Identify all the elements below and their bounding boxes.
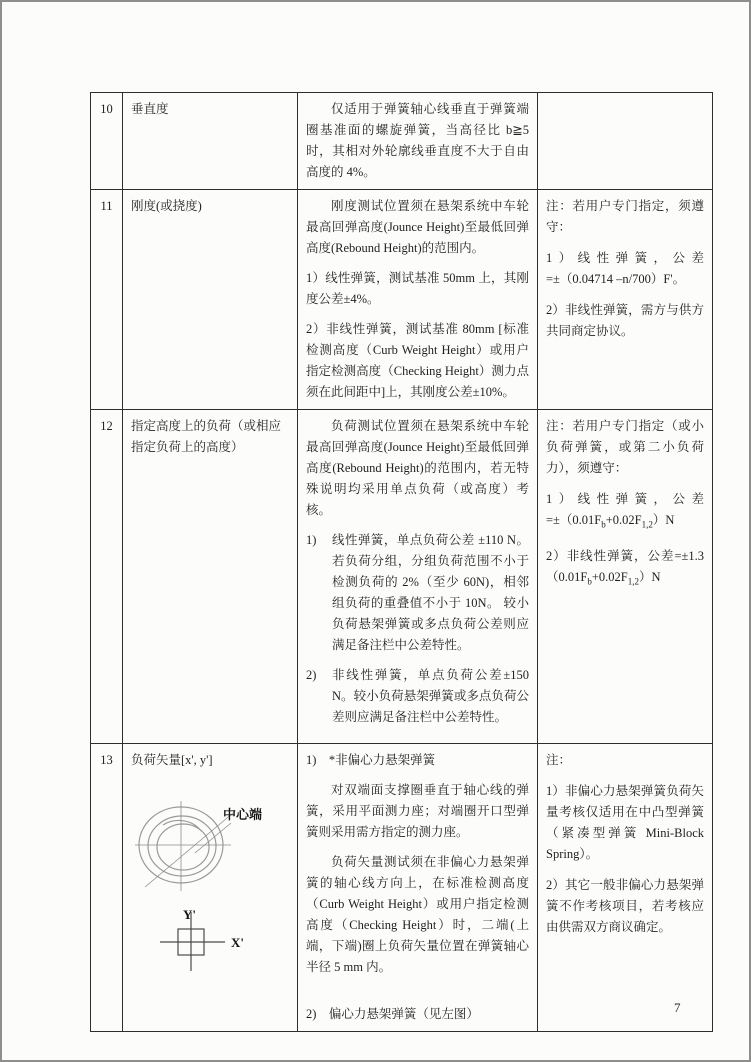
table-row-12 xyxy=(91,410,713,744)
note-paragraph: 注：若用户专门指定（或小负荷弹簧，或第二小负荷力），须遵守： xyxy=(546,419,704,475)
content-paragraph: 2) 偏心力悬架弹簧（见左图） xyxy=(306,1007,479,1021)
content-paragraph: 刚度测试位置须在悬架系统中车轮最高回弹高度(Jounce Height)至最低回弹高度(Rebound Height)的范围内。 xyxy=(306,199,529,255)
center-end-label: 中心端 xyxy=(223,807,263,822)
note-paragraph: 1）非偏心力悬架弹簧负荷矢量考核仅适用在中凸型弹簧（紧凑型弹簧 Mini-Block Spring）。 xyxy=(546,784,704,861)
content-paragraph: 仅适用于弹簧轴心线垂直于弹簧端圈基准面的螺旋弹簧，当高径比 b≧5 时，其相对外轮廓线垂直度不大于自由高度的 4%。 xyxy=(306,102,529,179)
content-cell xyxy=(298,93,538,190)
note-paragraph: 1）线性弹簧，公差$=\pm(0.01F_b+0.02F_{1,2})N$ xyxy=(546,492,704,530)
note-paragraph: 注： xyxy=(546,753,572,767)
list-number: 1) xyxy=(306,533,317,547)
note-cell xyxy=(538,744,713,1032)
list-text: 非线性弹簧，单点负荷公差±150 N。较小负荷悬架弹簧或多点负荷公差则应满足备注栏中公差特性。 xyxy=(332,668,529,724)
note-cell xyxy=(538,410,713,744)
list-text: 线性弹簧，单点负荷公差 ±110 N。若负荷分组，分组负荷范围不小于检测负荷的 2%（至少 60N)，相邻组负荷的重叠值不小于 10N。 较小负荷悬架弹簧或多点负荷公差则应满足备注栏中公差特性。 xyxy=(332,533,529,652)
item-name-cell xyxy=(123,410,298,744)
list-number: 2) xyxy=(306,668,317,682)
spring-top-view-diagram xyxy=(133,797,295,979)
note-cell xyxy=(538,190,713,410)
note-paragraph: 1）线性弹簧，公差=±（0.04714 –n/700）F'。 xyxy=(546,251,704,286)
content-paragraph: 2）非线性弹簧，测试基准 80mm [标准检测高度（Curb Weight Height）或用户指定检测高度（Checking Height）测力点须在此间距中]上，其刚度公差±10%。 xyxy=(306,322,529,399)
content-list-item xyxy=(306,665,529,728)
content-cell xyxy=(298,190,538,410)
note-paragraph: 注：若用户专门指定，须遵守： xyxy=(546,199,704,234)
item-name-cell xyxy=(123,93,298,190)
content-paragraph: 对双端面支撑圈垂直于轴心线的弹簧，采用平面测力座；对端圈开口型弹簧则采用需方指定的测力座。 xyxy=(306,783,529,839)
content-paragraph: 1）线性弹簧，测试基准 50mm 上，其刚度公差±4%。 xyxy=(306,271,529,306)
note-cell xyxy=(538,93,713,190)
spec-table xyxy=(90,92,713,1032)
row-number: 11 xyxy=(91,190,123,410)
row-number: 10 xyxy=(91,93,123,190)
note-paragraph: 2）其它一般非偏心力悬架弹簧不作考核项目，若考核应由供需双方商议确定。 xyxy=(546,878,704,934)
content-cell xyxy=(298,744,538,1032)
item-name: 垂直度 xyxy=(131,102,169,116)
table-row-10 xyxy=(91,93,713,190)
content-paragraph: 1) *非偏心力悬架弹簧 xyxy=(306,753,436,767)
table-row-11 xyxy=(91,190,713,410)
note-paragraph: 2）非线性弹簧，需方与供方共同商定协议。 xyxy=(546,303,704,338)
item-name-cell xyxy=(123,744,298,1032)
x-axis-label: X' xyxy=(231,935,244,950)
content-cell xyxy=(298,410,538,744)
note-paragraph: 2）非线性弹簧，公差$=\pm 1.3(0.01F_b+0.02F_{1,2})N$ xyxy=(546,548,704,586)
item-name: 指定高度上的负荷（或相应指定负荷上的高度） xyxy=(131,419,282,454)
item-name: 负荷矢量[x', y'] xyxy=(131,753,213,767)
page-number: 7 xyxy=(674,1000,681,1015)
table-row-13 xyxy=(91,744,713,1032)
content-list-item xyxy=(306,530,529,656)
item-name: 刚度(或挠度) xyxy=(131,199,202,213)
content-paragraph: 负荷测试位置须在悬架系统中车轮最高回弹高度(Jounce Height)至最低回弹高度(Rebound Height)的范围内，若无特殊说明均采用单点负荷（或高度）考核。 xyxy=(306,419,529,517)
item-name-cell xyxy=(123,190,298,410)
y-axis-label: Y' xyxy=(183,907,196,922)
content-paragraph: 负荷矢量测试须在非偏心力悬架弹簧的轴心线方向上，在标准检测高度（Curb Weight Height）或用户指定检测高度（Checking Height）时，二端(上端，下端)圈上负荷矢量位置在弹簧轴心半径 5 mm 内。 xyxy=(306,855,529,974)
row-number: 12 xyxy=(91,410,123,744)
centerlines xyxy=(135,801,233,891)
row-number: 13 xyxy=(91,744,123,1032)
